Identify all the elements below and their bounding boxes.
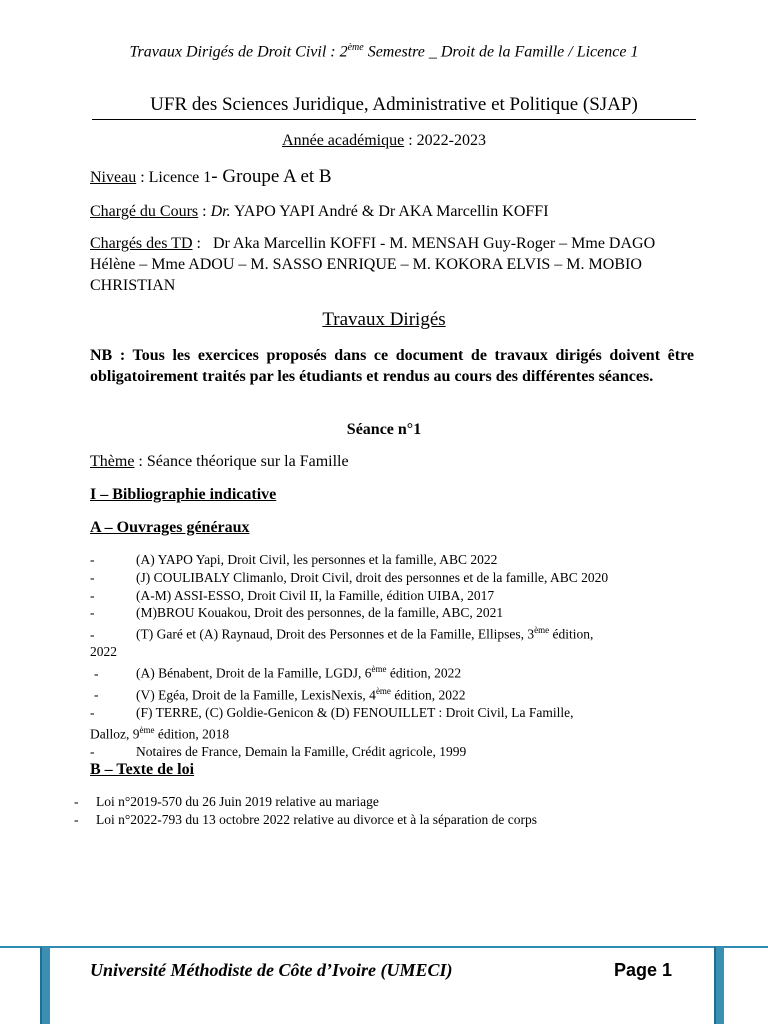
footer-left-bar: [40, 947, 50, 1024]
list-item-text: (J) COULIBALY Climanlo, Droit Civil, droit des personnes et de la famille, ABC 2020: [136, 569, 609, 585]
list-item: [90, 743, 700, 761]
list-item-text-after: édition, 2022: [390, 687, 466, 703]
list-item-text: (F) TERRE, (C) Goldie-Genicon & (D) FENOUILLET : Droit Civil, La Famille,: [136, 704, 574, 720]
section-bibliographie: I – Bibliographie indicative: [90, 486, 277, 503]
niveau-value: Licence 1: [148, 169, 212, 186]
academic-year-value: 2022-2023: [416, 132, 486, 149]
page-number: Page 1: [614, 960, 673, 980]
list-item-continuation: 2022: [90, 644, 117, 660]
list-dash: -: [90, 569, 95, 585]
section-ouvrages: A – Ouvrages généraux: [90, 519, 250, 536]
list-item-text-after: édition,: [549, 626, 594, 642]
list-item: [90, 587, 700, 605]
niveau-group: - Groupe A et B: [211, 166, 332, 187]
running-header: [0, 42, 768, 61]
list-item-text-after: édition, 2018: [154, 726, 230, 742]
list-item-continuation: Dalloz, 9: [90, 726, 140, 742]
list-item: [90, 683, 700, 704]
list-item-text-after: édition, 2022: [386, 665, 462, 681]
charge-cours-value: YAPO YAPI André & Dr AKA Marcellin KOFFI: [230, 203, 549, 220]
footer-right-bar: [714, 947, 724, 1024]
niveau: [90, 166, 332, 188]
list-item-text: (A-M) ASSI-ESSO, Droit Civil II, la Famille, édition UIBA, 2017: [136, 587, 495, 603]
list-item-text: Loi n°2022-793 du 13 octobre 2022 relative au divorce et à la séparation de corps: [96, 812, 538, 827]
list-item: [90, 661, 700, 682]
theme: [90, 453, 349, 471]
list-item: [90, 704, 700, 743]
academic-year-label: Année académique: [282, 132, 405, 149]
list-item-text: (A) YAPO Yapi, Droit Civil, les personnes et la famille, ABC 2022: [136, 552, 498, 567]
charges-td: [90, 233, 682, 296]
charge-cours-dr: Dr.: [210, 203, 231, 220]
list-dash: -: [90, 743, 95, 759]
list-item: [74, 793, 537, 811]
ouvrages-list: [90, 551, 700, 761]
list-item-sup: ème: [371, 664, 387, 675]
charge-cours-label: Chargé du Cours: [90, 203, 199, 220]
list-item-sup: ème: [534, 625, 550, 636]
list-item-text: Notaires de France, Demain la Famille, Crédit agricole, 1999: [136, 743, 467, 759]
list-dash: -: [90, 704, 95, 720]
charges-td-value: Dr Aka Marcellin KOFFI - M. MENSAH Guy-Roger – Mme DAGO Hélène – Mme ADOU – M. SASSO ENRIQUE – M. KOKORA ELVIS – M. MOBIO CHRISTIAN: [90, 235, 656, 294]
academic-year: [90, 132, 678, 150]
theme-label: Thème: [90, 453, 135, 470]
list-item-text: Loi n°2019-570 du 26 Juin 2019 relative au mariage: [96, 794, 379, 809]
list-dash: -: [90, 552, 95, 567]
list-item: [90, 604, 700, 622]
lois-list: [74, 793, 537, 829]
nb-paragraph: NB : Tous les exercices proposés dans ce document de travaux dirigés doivent être obligatoirement traités par les étudiants et rendus au cours des différentes séances.: [90, 347, 694, 385]
niveau-label: Niveau: [90, 169, 137, 186]
academic-year-sep: :: [404, 132, 417, 149]
list-dash: -: [74, 794, 79, 809]
charge-cours-sep: :: [198, 203, 211, 220]
list-item-text: (M)BROU Kouakou, Droit des personnes, de la famille, ABC, 2021: [136, 605, 504, 621]
header-text: Travaux Dirigés de Droit Civil : 2: [129, 43, 348, 61]
list-dash: -: [90, 626, 95, 642]
list-item-text: (T) Garé et (A) Raynaud, Droit des Personnes et de la Famille, Ellipses, 3: [136, 626, 535, 642]
list-item: [74, 811, 537, 829]
list-item-sup: ème: [375, 685, 391, 696]
charges-td-label: Chargés des TD: [90, 235, 193, 252]
list-item-text: (V) Egéa, Droit de la Famille, LexisNexis, 4: [136, 687, 376, 703]
list-dash: -: [74, 812, 79, 827]
list-item-sup: ème: [139, 724, 155, 735]
list-dash: -: [90, 587, 95, 603]
list-dash: -: [90, 605, 95, 621]
list-item: [90, 551, 700, 569]
seance-title: Séance n°1: [346, 421, 422, 438]
list-dash: -: [94, 665, 99, 681]
list-item: [90, 622, 700, 661]
list-dash: -: [94, 687, 99, 703]
section-texte-loi: B – Texte de loi: [90, 761, 195, 778]
theme-sep: :: [134, 453, 147, 470]
list-item: [90, 569, 700, 587]
header-text-end: Semestre _ Droit de la Famille / Licence 1: [363, 43, 639, 61]
charges-td-sep: :: [192, 235, 213, 252]
ufr-title: UFR des Sciences Juridique, Administrative et Politique (SJAP): [92, 94, 696, 120]
header-sup: ème: [347, 42, 364, 53]
footer-university: Université Méthodiste de Côte d’Ivoire (UMECI): [90, 960, 453, 980]
list-item-text: (A) Bénabent, Droit de la Famille, LGDJ, 6: [136, 665, 372, 681]
charge-cours: [90, 203, 549, 221]
theme-value: Séance théorique sur la Famille: [146, 453, 349, 470]
travaux-title: Travaux Dirigés: [322, 309, 446, 330]
niveau-sep: :: [136, 169, 149, 186]
footer-divider: [0, 946, 768, 948]
